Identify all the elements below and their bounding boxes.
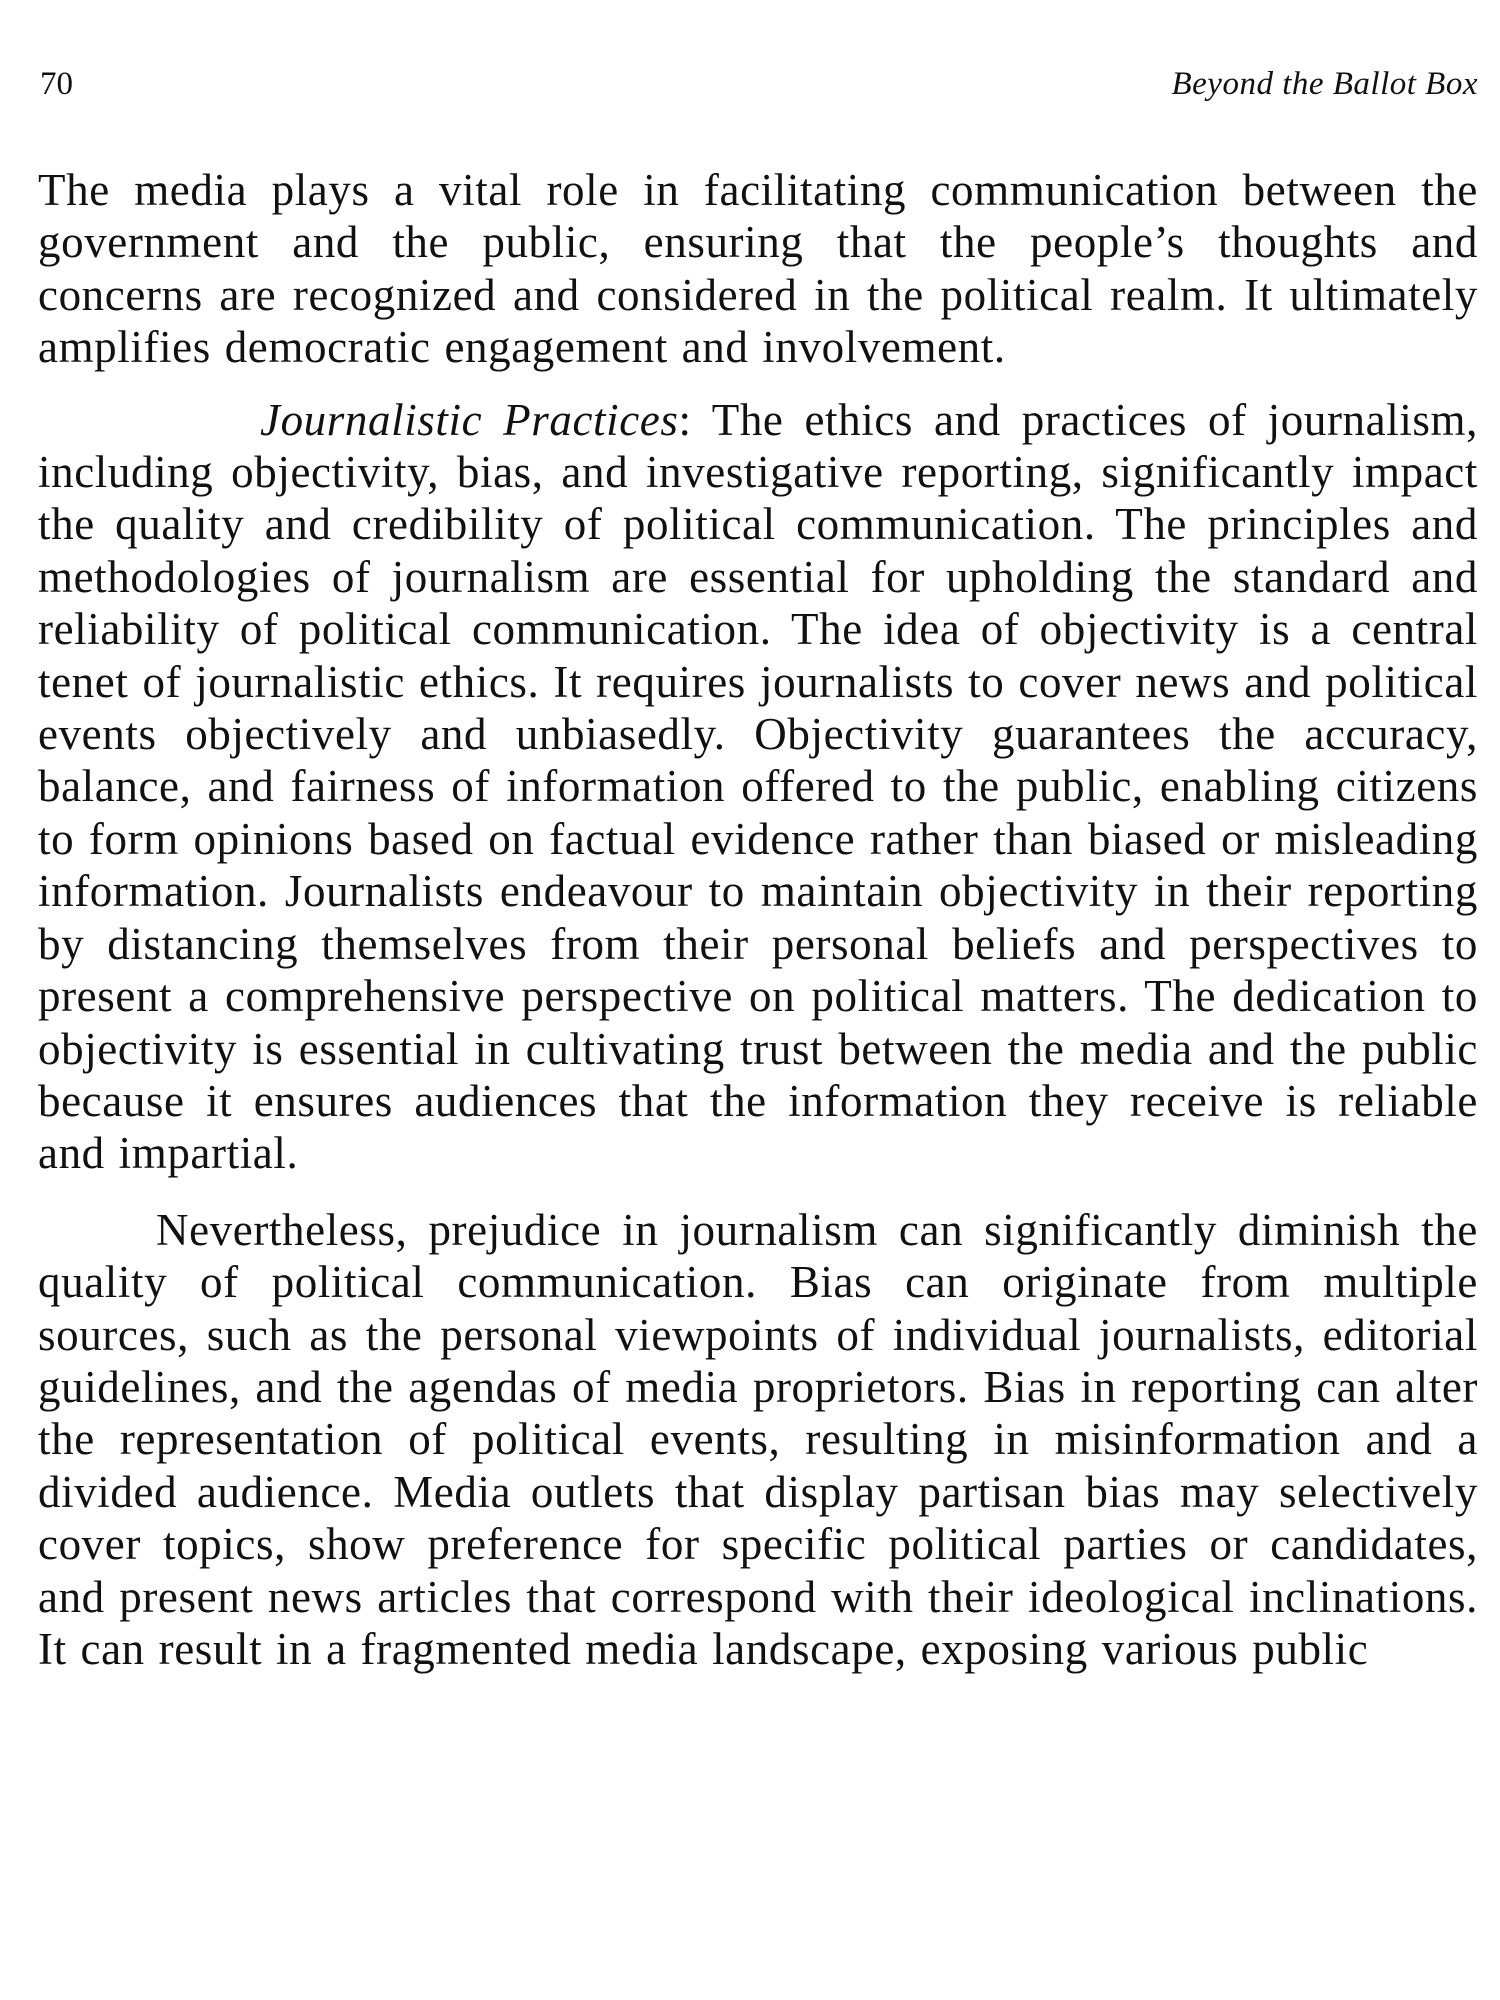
running-title: Beyond the Ballot Box xyxy=(1171,66,1478,102)
paragraph-prejudice: Nevertheless, prejudice in journalism can significantly diminish the quality of political communication. Bias can originate from multiple sources, such as the personal viewpoints of individual journalists, editorial guidelines, and the agendas of media proprietors. Bias in reporting can alter the representation of political events, resulting in misinformation and a divided audience. Media outlets that display partisan bias may selectively cover topics, show preference for specific political parties or candidates, and present news articles that correspond with their ideological inclinations. It can result in a fragmented media landscape, exposing various public xyxy=(38,1204,1478,1674)
body-text xyxy=(38,164,1478,1675)
heading-colon: : xyxy=(678,394,692,445)
paragraph-journalistic-practices xyxy=(38,394,1478,1180)
paragraph-media-role: The media plays a vital role in facilitating communication between the government and the public, ensuring that the people’s thoughts and concerns are recognized and considered in the political realm. It ultimately amplifies democratic engagement and involvement. xyxy=(38,165,1478,373)
page-header xyxy=(40,66,1478,110)
paragraph-journalistic-practices-body: The ethics and practices of journalism, including objectivity, bias, and investigative reporting, significantly impact the quality and credibility of political communication. The principles and methodologies of journalism are essential for upholding the standard and reliability of political communication. The idea of objectivity is a central tenet of journalistic ethics. It requires journalists to cover news and political events objectively and unbiasedly. Objectivity guarantees the accuracy, balance, and fairness of information offered to the public, enabling citizens to form opinions based on factual evidence rather than biased or misleading information. Journalists endeavour to maintain objectivity in their reporting by distancing themselves from their personal beliefs and perspectives to present a comprehensive perspective on political matters. The dedication to objectivity is essential in cultivating trust between the media and the public because it ensures audiences that the information they receive is reliable and impartial. xyxy=(38,394,1478,1179)
section-heading-journalistic-practices: Journalistic Practices xyxy=(260,394,679,445)
page-number: 70 xyxy=(40,66,73,102)
